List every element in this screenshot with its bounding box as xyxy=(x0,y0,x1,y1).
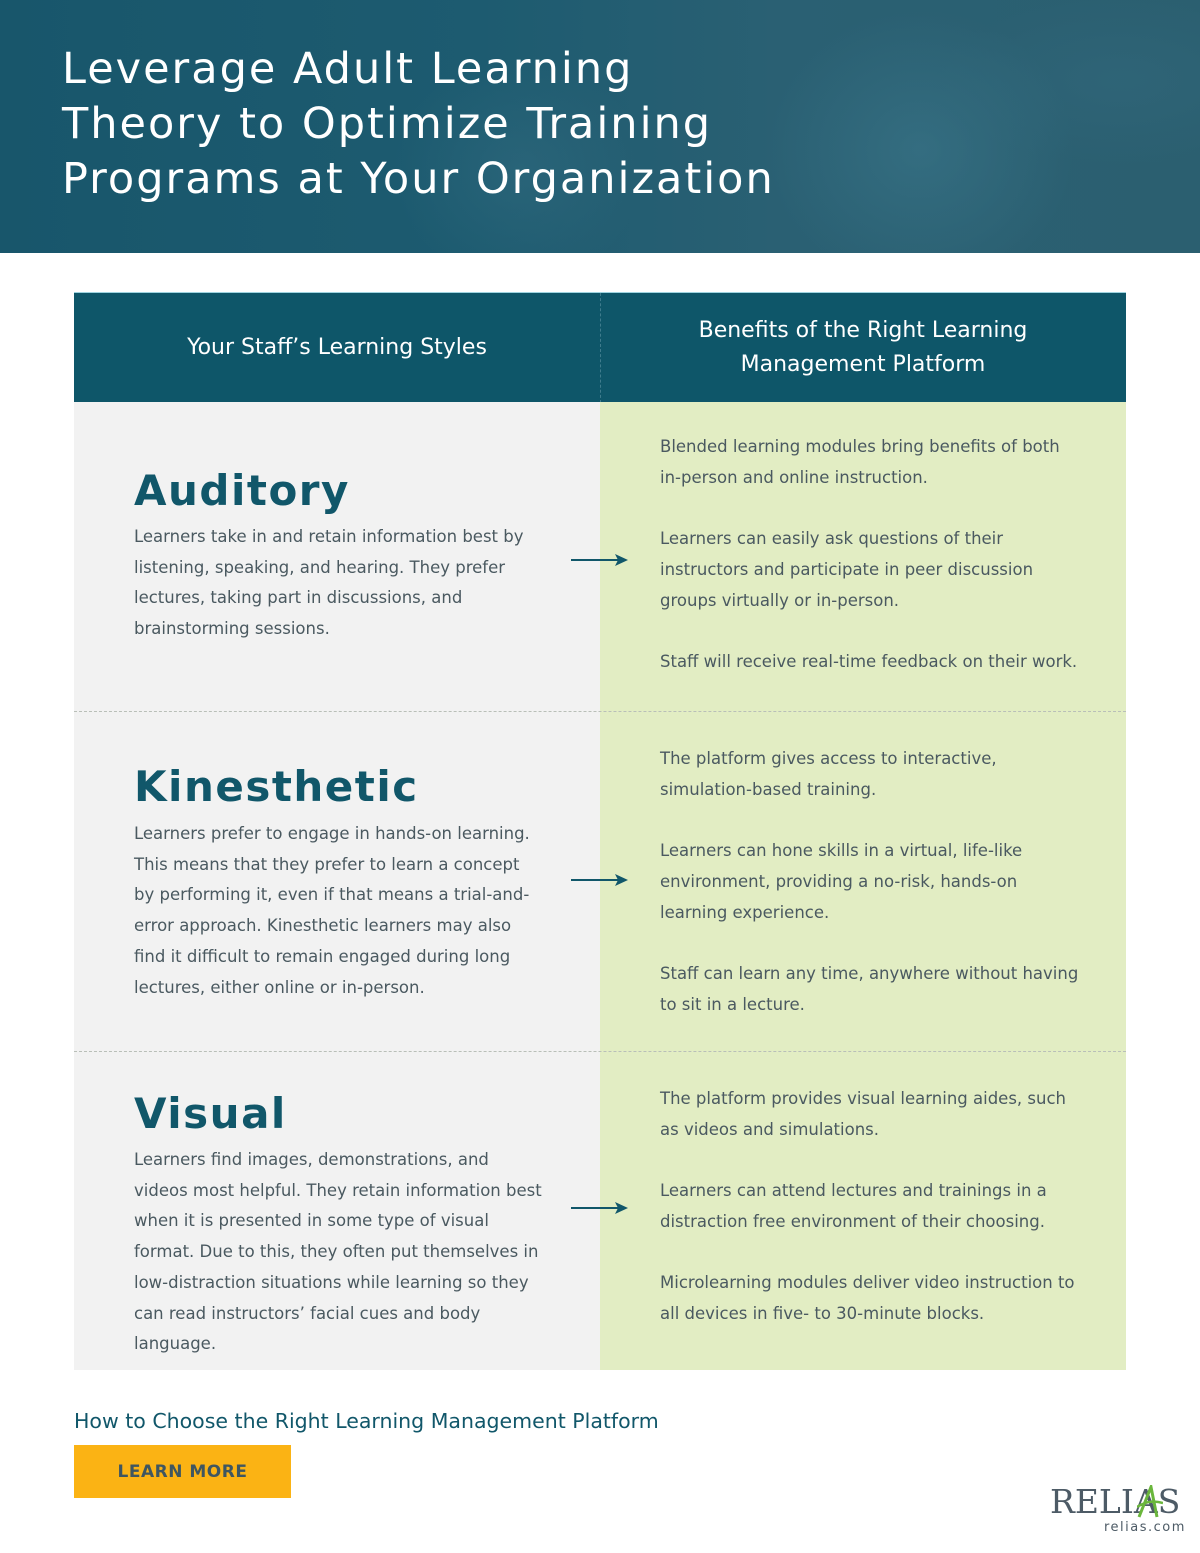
learning-style-title: Auditory xyxy=(134,466,350,515)
logo-url: relias.com xyxy=(1104,1520,1186,1535)
benefits-list xyxy=(660,432,1080,678)
learning-style-cell xyxy=(74,1052,600,1370)
benefit-item: Learners can attend lectures and trainings in a distraction free environment of their choosing. xyxy=(660,1181,1047,1231)
benefit-item: Learners can hone skills in a virtual, life-like environment, providing a no-risk, hands-on learning experience. xyxy=(660,841,1023,922)
table-row-auditory xyxy=(74,402,1126,712)
table-header xyxy=(74,292,1126,402)
page-title xyxy=(62,42,822,207)
learning-style-title: Kinesthetic xyxy=(134,762,419,811)
benefit-item: The platform provides visual learning aides, such as videos and simulations. xyxy=(660,1089,1066,1139)
learning-style-cell xyxy=(74,402,600,712)
page-title-line: Programs at Your Organization xyxy=(62,154,775,204)
benefit-item: The platform gives access to interactive, simulation-based training. xyxy=(660,749,997,799)
arrow-right-icon xyxy=(571,872,629,888)
benefit-item: Staff can learn any time, anywhere without having to sit in a lecture. xyxy=(660,963,1079,1014)
column-header-benefits: Benefits of the Right Learning Management Platform xyxy=(698,318,1028,377)
benefits-list xyxy=(660,1084,1080,1330)
comparison-table xyxy=(74,292,1126,1370)
benefit-item: Learners can easily ask questions of their instructors and participate in peer discussion groups virtually or in-person. xyxy=(660,529,1034,610)
benefit-item: Staff will receive real-time feedback on their work. xyxy=(660,651,1078,671)
learning-style-cell xyxy=(74,712,600,1052)
benefit-item: Blended learning modules bring benefits of both in-person and online instruction. xyxy=(660,437,1060,487)
learning-style-description: Learners find images, demonstrations, and videos most helpful. They retain information best when it is presented in some type of visual format. Due to this, they often put themselves in low-distraction situations while learning so they can read instructors’ facial cues and body language. xyxy=(134,1150,542,1354)
table-row-kinesthetic xyxy=(74,712,1126,1052)
column-header-learning-styles: Your Staff’s Learning Styles xyxy=(187,335,487,360)
learning-style-title: Visual xyxy=(134,1089,287,1138)
benefits-list xyxy=(660,744,1080,1020)
hero-banner xyxy=(0,0,1200,253)
page-title-line: Theory to Optimize Training xyxy=(62,99,713,149)
relias-logo xyxy=(1050,1482,1190,1542)
learn-more-button[interactable]: LEARN MORE xyxy=(74,1445,291,1498)
arrow-right-icon xyxy=(571,1200,629,1216)
logo-accent-icon xyxy=(1137,1485,1163,1519)
logo-wordmark: RELIAS xyxy=(1050,1482,1181,1521)
learning-style-description: Learners prefer to engage in hands-on learning. This means that they prefer to learn a concept by performing it, even if that means a trial-and-error approach. Kinesthetic learners may also find it difficult to remain engaged during long lectures, either online or in-person. xyxy=(134,824,530,997)
benefit-item: Microlearning modules deliver video instruction to all devices in five- to 30-minute blocks. xyxy=(660,1273,1075,1323)
arrow-right-icon xyxy=(571,552,629,568)
cta-heading-link[interactable]: How to Choose the Right Learning Management Platform xyxy=(74,1409,659,1433)
table-row-visual xyxy=(74,1052,1126,1370)
learning-style-description: Learners take in and retain information best by listening, speaking, and hearing. They prefer lectures, taking part in discussions, and brainstorming sessions. xyxy=(134,527,524,639)
page-title-line: Leverage Adult Learning xyxy=(62,44,634,94)
